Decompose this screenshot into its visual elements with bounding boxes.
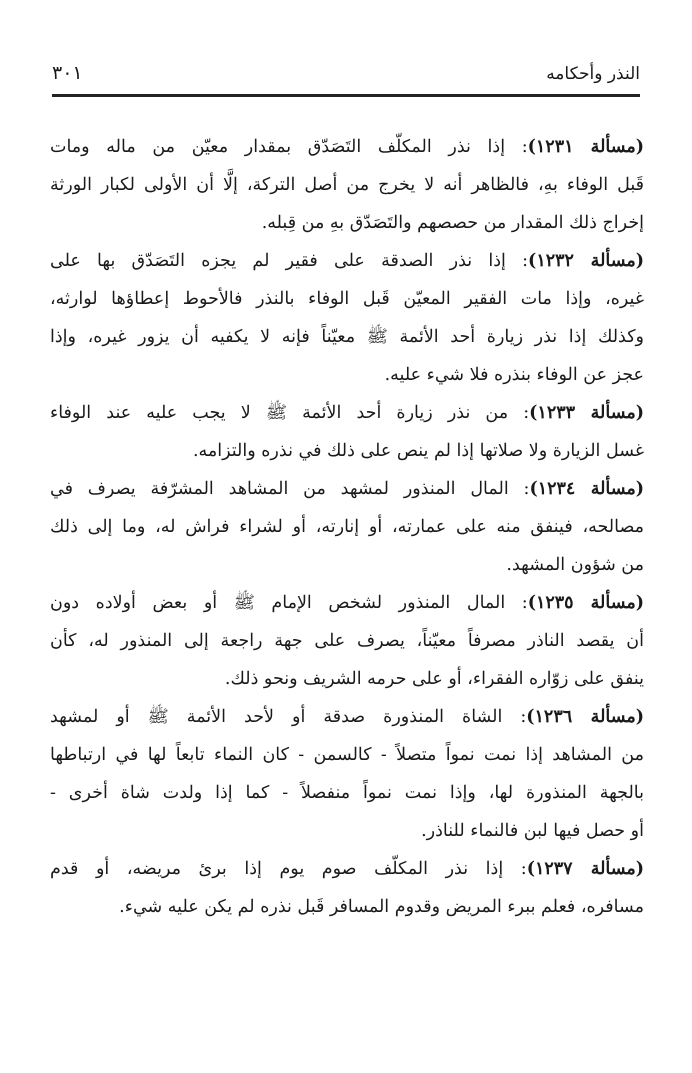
text-line	[50, 470, 644, 508]
page-body	[50, 128, 644, 926]
issue-label: (مسألة ١٢٣٧)	[526, 859, 644, 879]
text-line	[50, 242, 644, 280]
text-line	[50, 128, 644, 166]
issue-label: (مسألة ١٢٣٦)	[526, 707, 644, 727]
issue-text: : إذا نذر المكلّف صوم يوم إذا برئ مريضه، أو قدم	[50, 859, 527, 879]
text-line: غيره، وإذا مات الفقير المعيّن قَبل الوفاء بالنذر فالأحوط إعطاؤها لوارثه،	[50, 289, 644, 309]
text-line: وكذلك إذا نذر زيارة أحد الأئمة ﷺ معيّناً فإنه لا يكفيه أن يزور غيره، وإذا	[50, 327, 644, 347]
issue-text: : إذا نذر الصدقة على فقير لم يجزه التَصَدّق بها على	[50, 251, 529, 271]
issue-1233	[50, 394, 644, 470]
text-line: ينفق على زوّاره الفقراء، أو على حرمه الشريف ونحو ذلك.	[224, 669, 644, 689]
text-line: قَبل الوفاء بهِ، فالظاهر أنه لا يخرج من أصل التركة، إلَّا أن الأولى لكبار الورثة	[50, 175, 644, 195]
text-line	[50, 850, 644, 888]
issue-label: (مسألة ١٢٣٥)	[527, 593, 644, 613]
text-line: عجز عن الوفاء بنذره فلا شيء عليه.	[384, 365, 644, 385]
issue-label: (مسألة ١٢٣١)	[527, 137, 644, 157]
issue-1231	[50, 128, 644, 242]
issue-text: : إذا نذر المكلّف التَصَدّق بمقدار معيّن من ماله ومات	[50, 137, 528, 157]
text-line: إخراج ذلك المقدار من حصصهم والتَصَدّق بهِ من قِبله.	[261, 213, 644, 233]
text-line: من المشاهد إذا نمت نمواً متصلاً - كالسمن - كان النماء تابعاً لها في ارتباطها	[50, 745, 644, 765]
issue-text: : من نذر زيارة أحد الأئمة ﷺ لا يجب عليه عند الوفاء	[50, 403, 530, 423]
issue-1235	[50, 584, 644, 698]
issue-1232	[50, 242, 644, 394]
issue-text: : الشاة المنذورة صدقة أو لأحد الأئمة ﷺ أو لمشهد	[50, 707, 527, 727]
text-line	[50, 584, 644, 622]
text-line: أن يقصد الناذر مصرفاً معيّناً، يصرف على جهة راجعة إلى المنذور له، كأن	[50, 631, 644, 651]
text-line: مصالحه، فينفق منه على عمارته، أو إنارته، أو لشراء فراش له، وما إلى ذلك	[50, 517, 644, 537]
text-line: من شؤون المشهد.	[506, 555, 644, 575]
text-line	[50, 394, 644, 432]
text-line: بالجهة المنذورة لها، وإذا نمت نمواً منفصلاً - كما إذا ولدت شاة أخرى -	[50, 783, 644, 803]
page-number: ٣٠١	[52, 62, 83, 84]
issue-1234	[50, 470, 644, 584]
issue-label: (مسألة ١٢٣٣)	[529, 403, 644, 423]
issue-label: (مسألة ١٢٣٤)	[529, 479, 644, 499]
text-line	[50, 698, 644, 736]
text-line: أو حصل فيها لبن فالنماء للناذر.	[421, 821, 644, 841]
issue-1237	[50, 850, 644, 926]
issue-label: (مسألة ١٢٣٢)	[528, 251, 644, 271]
running-header	[52, 60, 640, 97]
issue-1236	[50, 698, 644, 850]
text-line: غسل الزيارة ولا صلاتها إذا لم ينص على ذلك في نذره والتزامه.	[192, 441, 644, 461]
issue-text: : المال المنذور لمشهد من المشاهد المشرّفة يصرف في	[50, 479, 530, 499]
text-line: مسافره، فعلم ببرء المريض وقدوم المسافر قَبل نذره لم يكن عليه شيء.	[119, 897, 644, 917]
chapter-title: النذر وأحكامه	[546, 64, 640, 84]
issue-text: : المال المنذور لشخص الإمام ﷺ أو بعض أولاده دون	[50, 593, 528, 613]
